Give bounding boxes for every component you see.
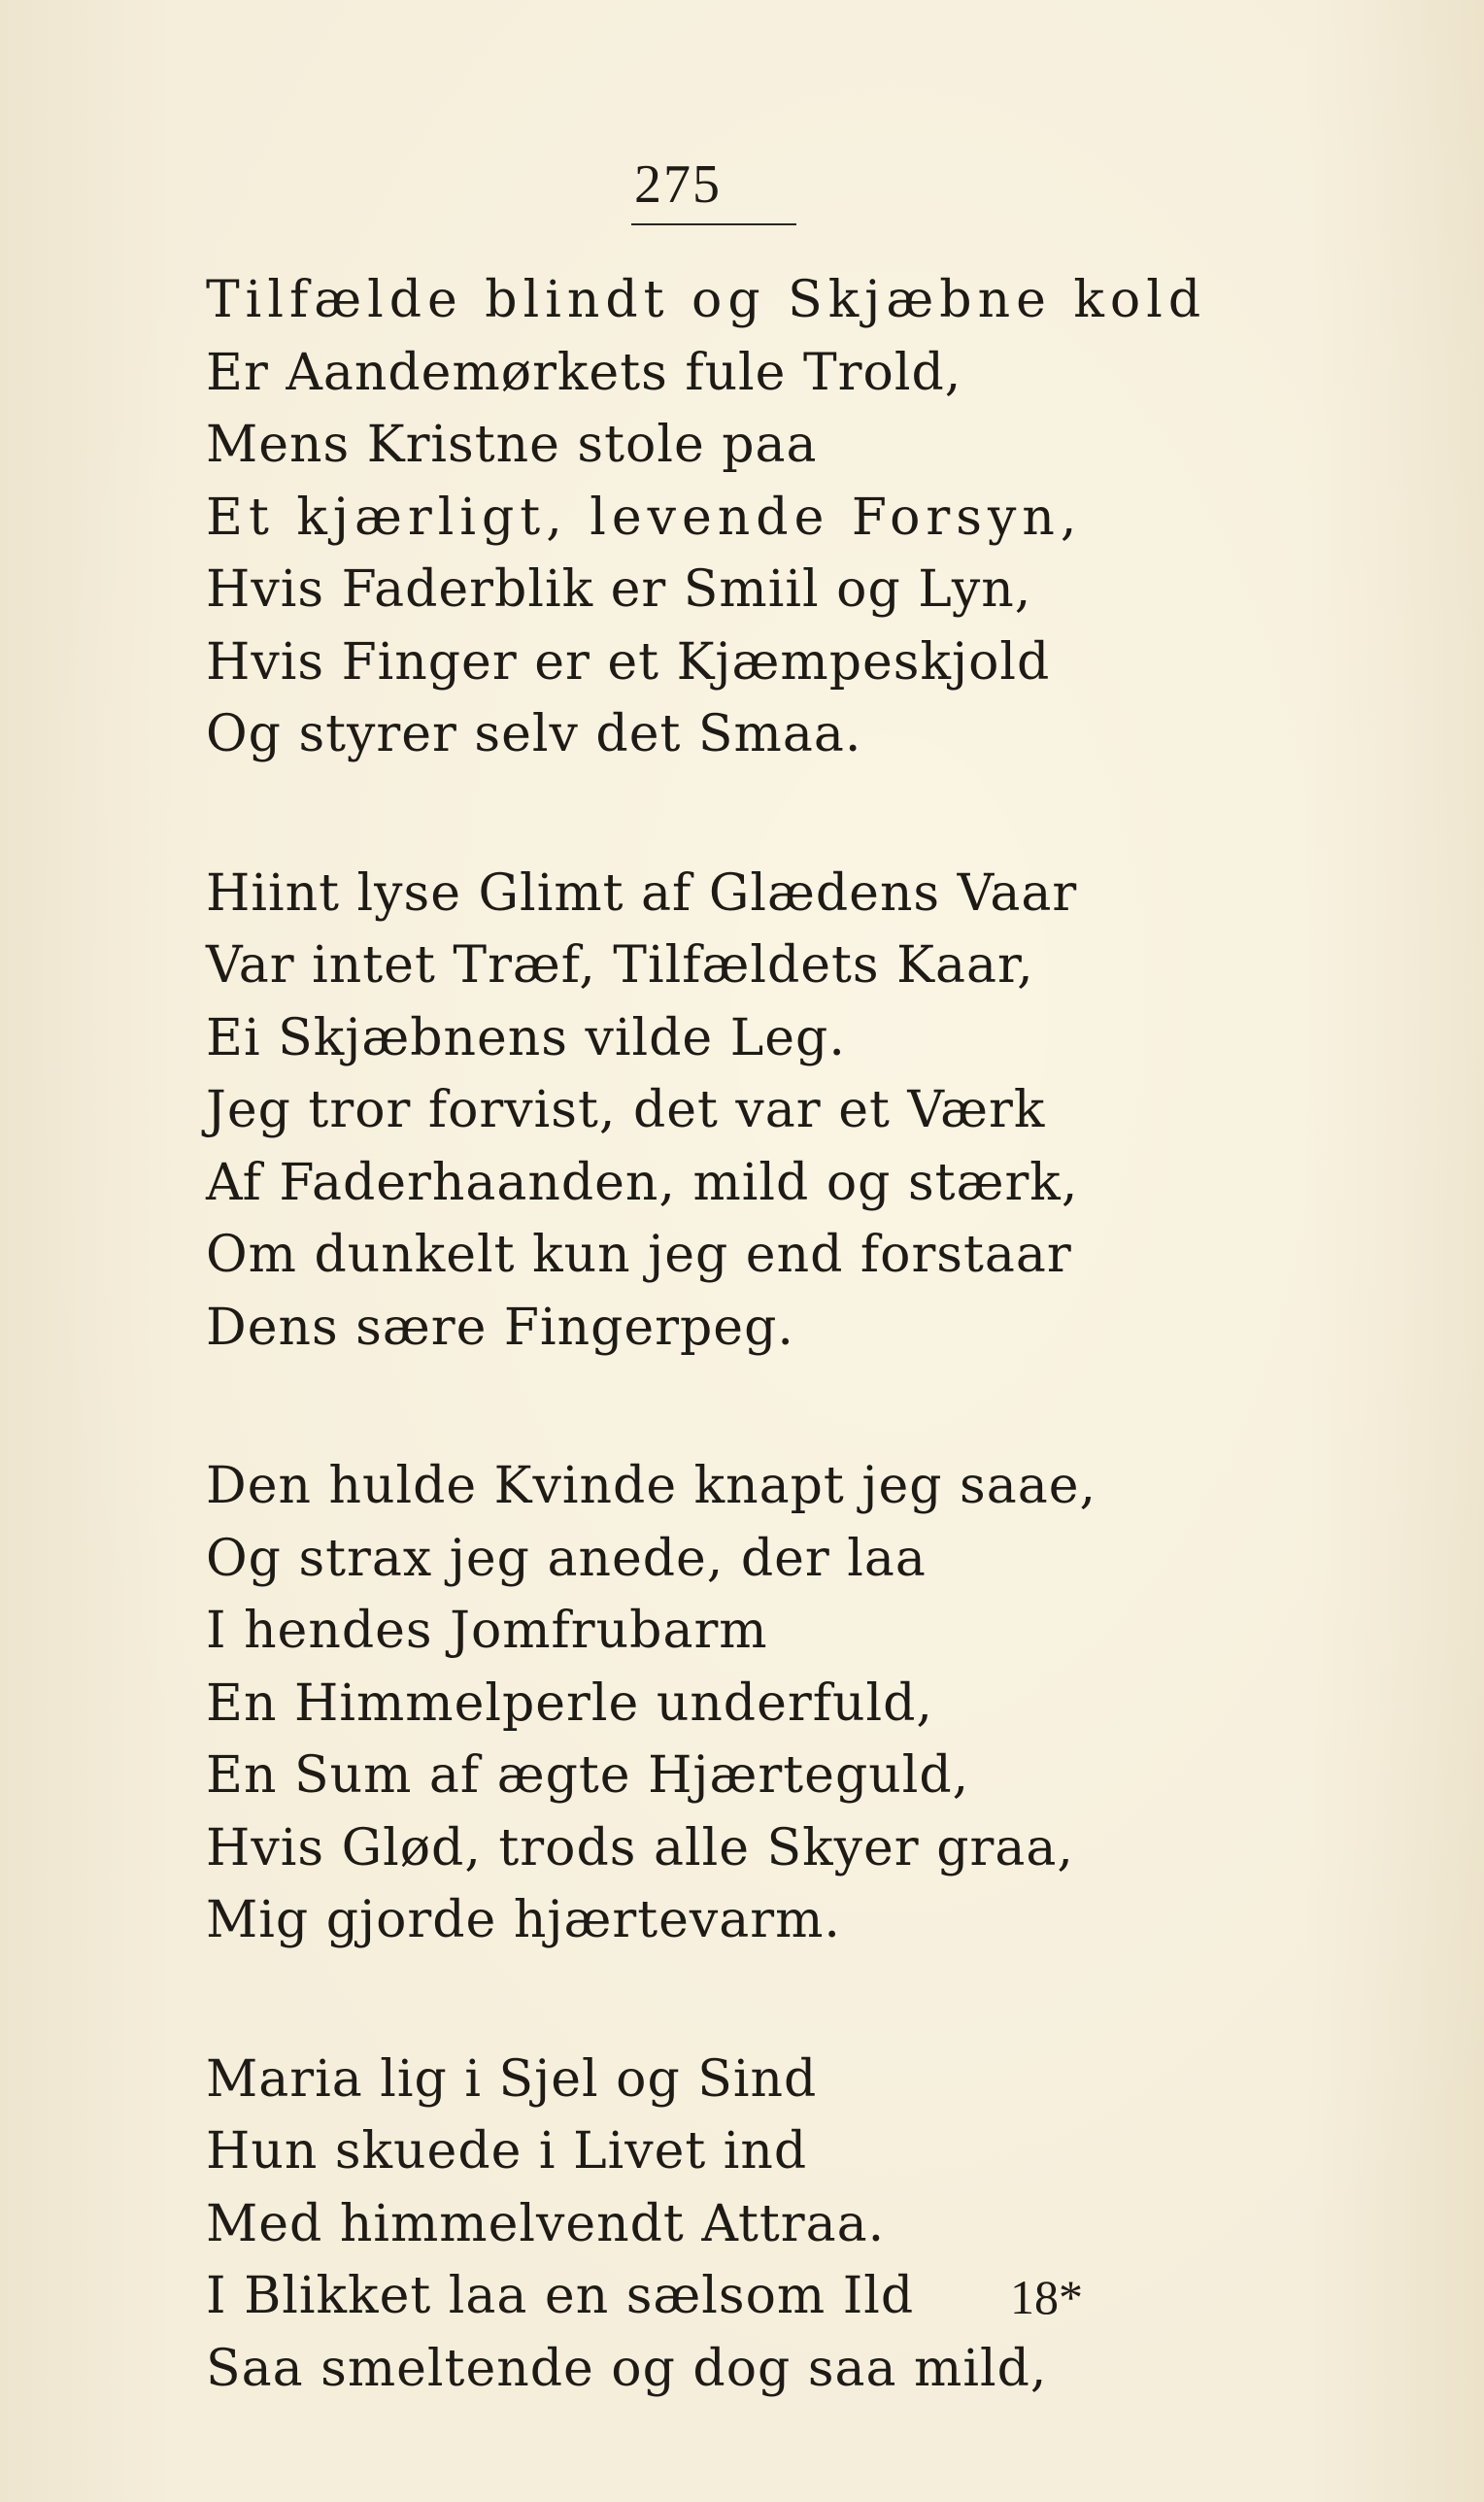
stanza-1 <box>206 264 1274 771</box>
poem-line: Og styrer selv det Smaa. <box>206 705 862 763</box>
poem-line: Var intet Træf, Tilfældets Kaar, <box>206 936 1034 995</box>
stanza-2 <box>206 858 1274 1365</box>
poem-line: Om dunkelt kun jeg end forstaar <box>206 1226 1072 1284</box>
poem-line: Af Faderhaanden, mild og stærk, <box>206 1153 1079 1212</box>
poem-line: Den hulde Kvinde knapt jeg saae, <box>206 1457 1097 1515</box>
signature-mark: 18* <box>1010 2270 1083 2324</box>
poem-line: Hvis Faderblik er Smiil og Lyn, <box>206 560 1032 619</box>
poem-line: Og strax jeg anede, der laa <box>206 1529 927 1588</box>
header-rule <box>631 223 796 225</box>
poem-line: Jeg tror forvist, det var et Værk <box>206 1081 1046 1139</box>
poem-line: I Blikket laa en sælsom Ild <box>206 2267 915 2325</box>
poem-line: Mens Kristne stole paa <box>206 416 818 474</box>
poem-line: Dens sære Fingerpeg. <box>206 1298 794 1357</box>
poem-line: Hiint lyse Glimt af Glædens Vaar <box>206 863 1078 923</box>
poem-line: Maria lig i Sjel og Sind <box>206 2049 818 2109</box>
poem-line: Ei Skjæbnens vilde Leg. <box>206 1008 846 1067</box>
poem-line: Hvis Finger er et Kjæmpeskjold <box>206 632 1051 692</box>
poem-line: Med himmelvendt Attraa. <box>206 2194 886 2253</box>
poem-line: Hvis Glød, trods alle Skyer graa, <box>206 1818 1074 1877</box>
poem-line: Tilfælde blindt og Skjæbne kold <box>206 271 1207 329</box>
poem-line: Mig gjorde hjærtevarm. <box>206 1891 841 1949</box>
stanza-3 <box>206 1450 1274 1957</box>
poem-line: Er Aandemørkets fule Trold, <box>206 343 962 402</box>
poem <box>206 264 1274 2491</box>
page-number: 275 <box>634 154 722 215</box>
poem-line: En Himmelperle underfuld, <box>206 1674 933 1733</box>
stanza-4 <box>206 2044 1274 2406</box>
poem-line: I hendes Jomfrubarm <box>206 1602 768 1660</box>
poem-line: En Sum af ægte Hjærteguld, <box>206 1746 970 1805</box>
poem-line: Hun skuede i Livet ind <box>206 2122 808 2181</box>
poem-line: Et kjærligt, levende Forsyn, <box>206 488 1083 547</box>
poem-line: Saa smeltende og dog saa mild, <box>206 2339 1048 2398</box>
